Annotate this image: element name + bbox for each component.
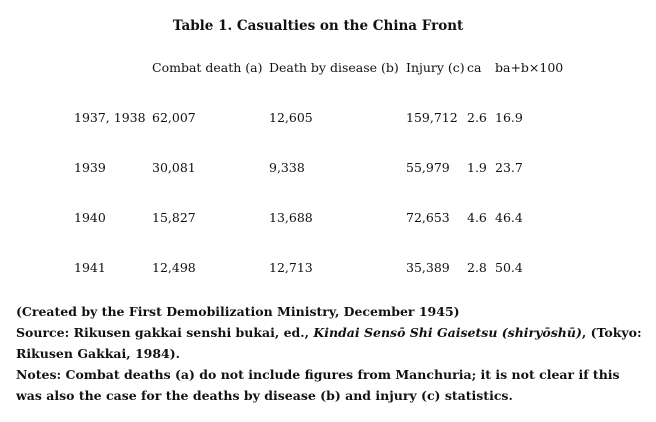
cell-injury: 35,389: [406, 260, 450, 275]
cell-year: 1939: [74, 160, 106, 175]
cell-disease: 13,688: [269, 210, 313, 225]
cell-injury: 55,979: [406, 160, 450, 175]
table-title: Table 1. Casualties on the China Front: [172, 18, 464, 34]
cell-combat: 30,081: [152, 160, 196, 175]
cell-ca: 1.9: [467, 160, 487, 175]
cell-ratio: 50.4: [495, 260, 523, 275]
header-injury: Injury (c): [406, 60, 465, 75]
cell-injury: 159,712: [406, 110, 458, 125]
cell-combat: 62,007: [152, 110, 196, 125]
header-ratio: ba+b×100: [495, 60, 564, 75]
header-combat-death: Combat death (a): [152, 60, 263, 75]
source-line: [16, 322, 646, 364]
cell-year: 1941: [74, 260, 106, 275]
source-title: Kindai Sensō Shi Gaisetsu (shiryōshū): [313, 325, 582, 340]
cell-ratio: 23.7: [495, 160, 523, 175]
cell-ca: 4.6: [467, 210, 487, 225]
cell-combat: 15,827: [152, 210, 196, 225]
source-prefix: Source: Rikusen gakkai senshi bukai, ed.,: [16, 325, 314, 340]
cell-disease: 12,713: [269, 260, 313, 275]
cell-disease: 9,338: [269, 160, 305, 175]
cell-combat: 12,498: [152, 260, 196, 275]
cell-year: 1937, 1938: [74, 110, 146, 125]
source-suffix: , (Tokyo: Rikusen Gakkai, 1984).: [16, 325, 642, 361]
cell-disease: 12,605: [269, 110, 313, 125]
cell-ca: 2.6: [467, 110, 487, 125]
header-ca: ca: [467, 60, 482, 75]
table-notes: [16, 301, 646, 406]
created-by-line: (Created by the First Demobilization Ministry, December 1945): [16, 304, 460, 319]
cell-injury: 72,653: [406, 210, 450, 225]
cell-ratio: 16.9: [495, 110, 523, 125]
cell-ratio: 46.4: [495, 210, 523, 225]
header-disease-death: Death by disease (b): [269, 60, 399, 75]
notes-line: Notes: Combat deaths (a) do not include figures from Manchuria; it is not clear if this was also the case for the deaths by disease (b) and injury (c) statistics.: [16, 367, 620, 403]
cell-ca: 2.8: [467, 260, 487, 275]
cell-year: 1940: [74, 210, 106, 225]
